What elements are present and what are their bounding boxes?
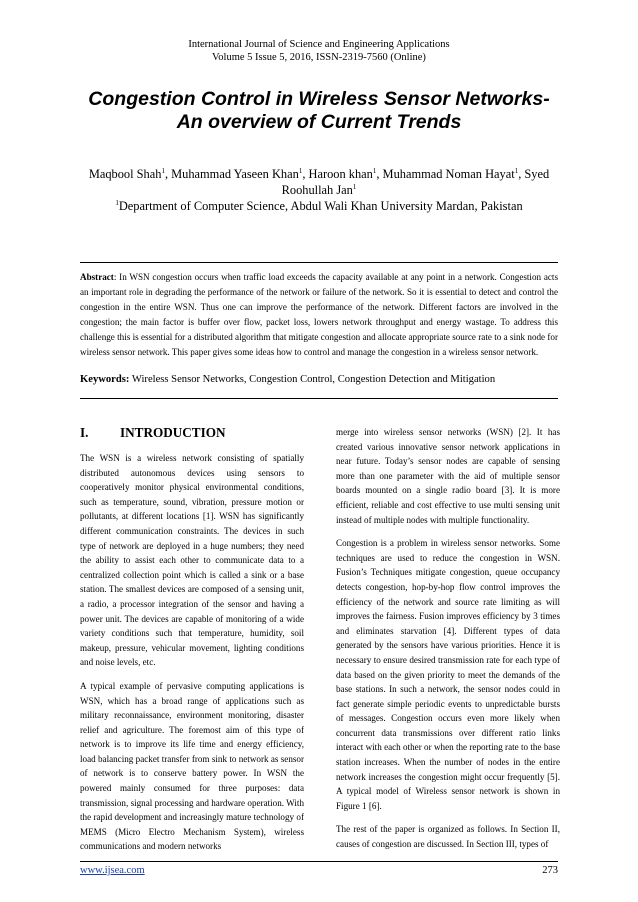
paragraph: The rest of the paper is organized as follows. In Section II, causes of congestion are discussed. In Section III, types of [336,824,560,850]
author-list [80,166,558,198]
title-line-1: Congestion Control in Wireless Sensor Networks- [88,88,550,110]
paragraph: Congestion is a problem in wireless sensor networks. Some techniques are used to reduce the congestion in WSN. Fusion’s Techniques mitigate congestion, queue occupancy detects congestion, hop-by-hop flow control improves the efficiency of the network and source rate limiting as will improves the fairness. Fusion improves efficiency by 3 times and eliminates starvation [4]. Different types of data generated by the sensors have various priorities. Hence it is necessary to ensure desired transmission rate for each type of data based on the given priority to meet the demands of the base stations. In such a network, the sensor nodes could in fact generate simple periodic events to unpredictable bursts of messages. Congestion occurs even more likely when concurrent data transmissions over different ratio links interact with each other or when the reporting rate to the base station increases. When the number of nodes in the entire network increases the congestion might occur frequently [5]. A typical model of Wireless sensor network is shown in Figure 1 [6]. [336,538,560,811]
page-number: 273 [542,865,558,876]
section-number: I. [80,425,89,440]
author-name: , Haroon khan [302,167,373,181]
footer-divider [80,861,558,862]
section-title: INTRODUCTION [120,425,226,440]
paragraph: A typical example of pervasive computing applications is WSN, which has a broad range of applications such as military reconnaissance, environment monitoring, disaster relief and agriculture. The foremost aim of this type of network is to improve its life time and energy efficiency, load balancing packet transfer from sink to network as sensor of network is to conserve battery power. In WSN the powered mainly consumed for three purposes: data transmission, signal processing and hardware operation. With the rapid development and increasingly mature technology of MEMS (Micro Electro Mechanism System), wireless communications and modern networks [80,680,304,852]
affiliation-mark: 1 [514,166,519,175]
keywords-label: Keywords: [80,374,130,385]
abstract-label: Abstract [80,272,114,282]
affiliation-mark: 1 [372,166,377,175]
left-column [80,425,304,863]
affiliation-mark: 1 [352,182,357,191]
bottom-divider [80,398,558,399]
author-name: Maqbool Shah [88,167,162,181]
abstract-text: : In WSN congestion occurs when traffic load exceeds the capacity available at any point in a network. Congestion acts an important role in degrading the performance of the network or failure of the network. So it is essential to detect and control the congestion in the entire WSN. Thus one can improve the performance of the network. Different factors are involved in the congestion; the main factor is buffer over flow, packet loss, lowers network throughput and energy wastage. To address this challenge this is essential for a distributed algorithm that mitigate congestion and allocate appropriate source rate to a sink node for wireless sensor network. This paper gives some ideas how to control and manage the congestion in a wireless sensor network. [80,272,558,357]
section-heading [80,425,304,441]
right-column [336,425,560,861]
paragraph: The WSN is a wireless network consisting of spatially distributed autonomous devices using sensors to cooperatively monitor physical environmental conditions, such as temperature, sound, vibration, pressure motion or pollutants, at different locations [1]. WSN has significantly different communication constraints. The devices in such type of network are deployed in a huge numbers; they need the ability to assist each other to communicate data to a centralized collection point which is called a sink or a base station. The smallest devices are composed of a sensing unit, a radio, a processor integration of the sensor and having a power unit. The devices are capable of monitoring of a wide variety conditions such that temperature, humidity, soil makeup, pressure, vehicular movement, lighting conditions and noise levels, etc. [80,453,304,668]
author-name: Roohullah Jan [281,183,353,197]
author-name: , Muhammad Yaseen Khan [164,167,299,181]
author-name: , Syed [518,167,550,181]
author-name: , Muhammad Noman Hayat [376,167,515,181]
top-divider [80,262,558,263]
paper-title [70,88,568,134]
keywords-text: Wireless Sensor Networks, Congestion Control, Congestion Detection and Mitigation [129,374,496,385]
journal-volume: Volume 5 Issue 5, 2016, ISSN-2319-7560 (Online) [212,52,426,63]
keywords [80,373,558,387]
affiliation-text: Department of Computer Science, Abdul Wali Khan University Mardan, Pakistan [118,199,523,213]
paragraph: merge into wireless sensor networks (WSN) [2]. It has created various innovative sensor network applications in near future. Today’s sensor nodes are capable of sensing more than one parameter with the aid of multiple sensor boards mounted on a single radio board [3]. It is more efficient, reliable and cost effective to use multi sensing unit instead of multiple nodes with multiple functionality. [336,427,560,525]
affiliation-mark: 1 [298,166,303,175]
journal-header [0,38,638,64]
affiliation-mark: 1 [115,198,119,207]
affiliation [60,198,578,214]
abstract [80,270,558,359]
title-line-2: An overview of Current Trends [176,111,462,133]
affiliation-mark: 1 [161,166,165,175]
journal-name: International Journal of Science and Engineering Applications [188,39,450,50]
journal-url-link[interactable]: www.ijsea.com [80,865,145,876]
